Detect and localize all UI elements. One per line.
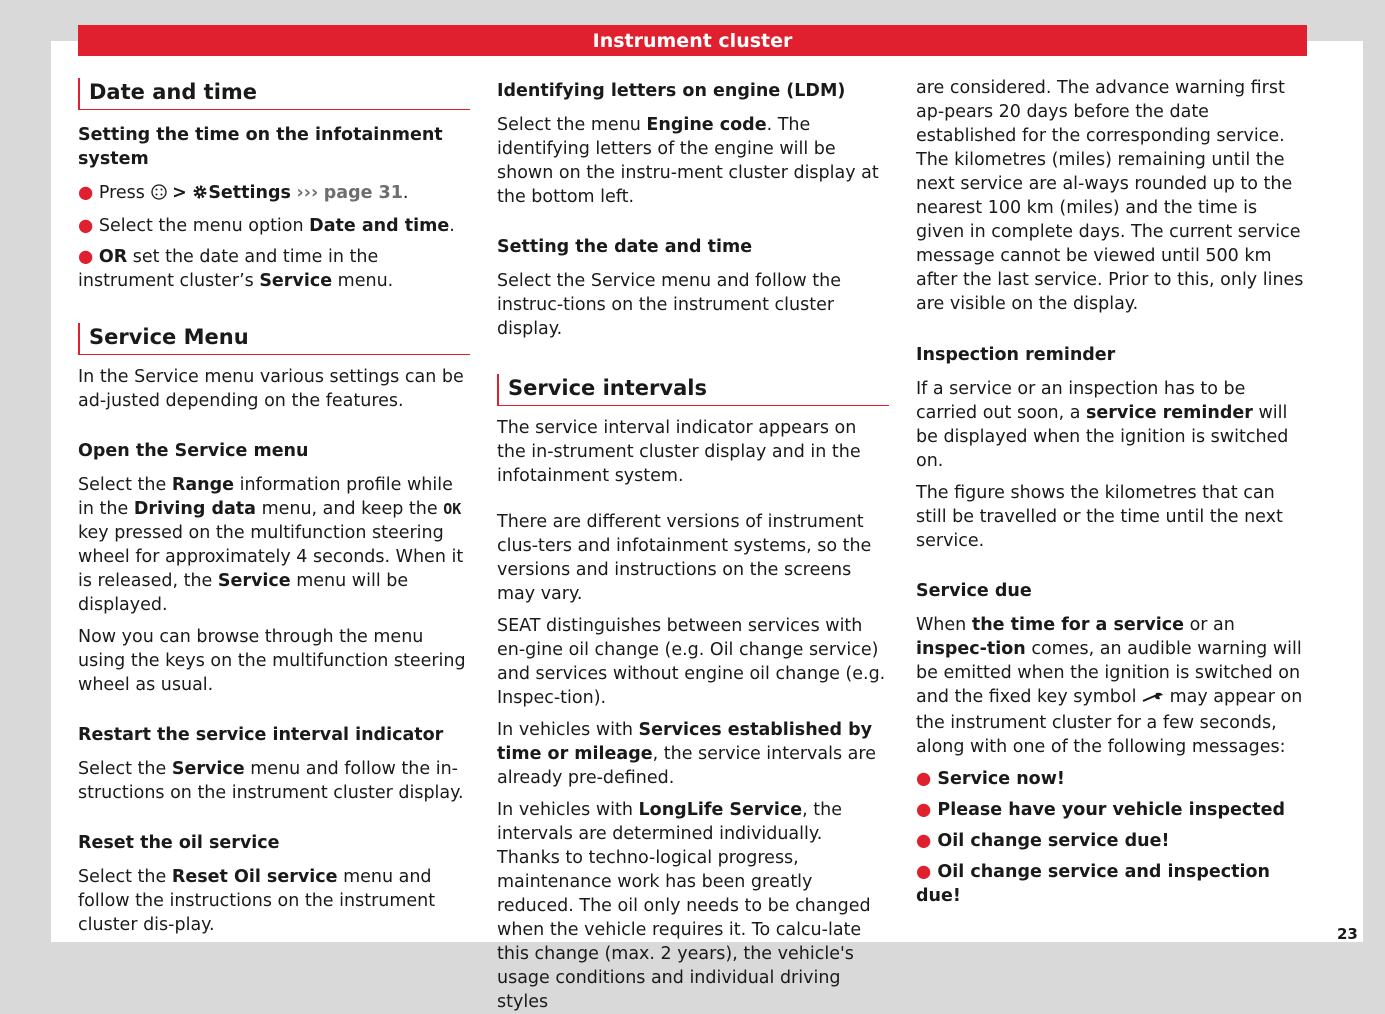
subheading-setting-date: Setting the date and time xyxy=(497,237,753,257)
heading-date-and-time: Date and time xyxy=(78,78,470,110)
subheading-ldm: Identifying letters on engine (LDM) xyxy=(497,81,846,101)
open-service-menu-text: Select the Range information profile while in the Driving data menu, and keep the OK key pressed on the multifunction steering wheel for approximately 4 seconds. When it is released, the Service menu will be displayed. xyxy=(78,475,464,615)
ok-key-icon: OK xyxy=(443,500,462,518)
restart-indicator-text: Select the Service menu and follow the in-structions on the instrument cluster display. xyxy=(78,759,464,803)
column-3 xyxy=(916,76,1308,908)
message-item: ● Service now! xyxy=(916,769,1065,789)
subheading-setting-time: Setting the time on the infotainment system xyxy=(78,125,443,169)
column-1 xyxy=(78,78,470,937)
bullet-dot-icon: ● xyxy=(916,800,932,820)
gear-icon xyxy=(192,183,208,207)
section-banner xyxy=(78,25,1307,56)
browse-menu-text: Now you can browse through the menu using the keys on the multifunction steering wheel as usual. xyxy=(78,627,466,695)
inspection-p2: The figure shows the kilometres that can still be travelled or the time until the next service. xyxy=(916,483,1283,551)
message-item: ● Oil change service and inspection due! xyxy=(916,862,1270,906)
heading-service-menu: Service Menu xyxy=(78,323,470,355)
bullet-dot-icon: ● xyxy=(78,216,94,236)
intervals-p1: The service interval indicator appears on the in-strument cluster display and in the infotainment system. xyxy=(497,418,861,486)
banner-title: Instrument cluster xyxy=(592,29,793,52)
menu-grid-icon xyxy=(151,183,167,207)
bullet-dot-icon: ● xyxy=(916,831,932,851)
subheading-open-service-menu: Open the Service menu xyxy=(78,441,309,461)
subheading-restart-indicator: Restart the service interval indicator xyxy=(78,725,444,745)
bullet-or-service-menu: ● OR set the date and time in the instrument cluster’s Service menu. xyxy=(78,247,394,291)
subheading-reset-oil-service: Reset the oil service xyxy=(78,833,280,853)
settings-label: Settings xyxy=(208,183,291,203)
message-item: ● Please have your vehicle inspected xyxy=(916,800,1285,820)
bullet-select-date-time: ● Select the menu option Date and time. xyxy=(78,216,455,236)
inspection-p1: If a service or an inspection has to be carried out soon, a service reminder will be displayed when the ignition is switched on. xyxy=(916,379,1289,471)
subheading-inspection-reminder: Inspection reminder xyxy=(916,345,1116,365)
intervals-p5: In vehicles with LongLife Service, the intervals are determined individually. Thanks to techno-logical progress, maintenance work has been greatly reduced. The oil only needs to be changed when the vehicle requires it. To calcu-late this change (max. 2 years), the vehicle's usage conditions and individual driving styles xyxy=(497,800,871,1012)
subheading-service-due: Service due xyxy=(916,581,1032,601)
bullet-dot-icon: ● xyxy=(78,183,94,203)
heading-service-intervals: Service intervals xyxy=(497,374,889,406)
bullet-press-settings: ● Press > Settings ››› page 31. xyxy=(78,181,470,207)
bullet-dot-icon: ● xyxy=(916,862,932,882)
intervals-p2: There are different versions of instrument clus-ters and infotainment systems, so the versions and instructions on the screens may vary. xyxy=(497,512,872,604)
message-item: ● Oil change service due! xyxy=(916,831,1170,851)
intervals-p4: In vehicles with Services established by time or mileage, the service intervals are already pre-defined. xyxy=(497,720,876,788)
ldm-text: Select the menu Engine code. The identifying letters of the engine will be shown on the instru-ment cluster display at the bottom left. xyxy=(497,115,879,207)
intervals-p3: SEAT distinguishes between services with en-gine oil change (e.g. Oil change service) and services without engine oil change (e.g. Inspec-tion). xyxy=(497,616,886,708)
service-menu-intro: In the Service menu various settings can be ad-justed depending on the features. xyxy=(78,367,464,411)
setting-date-text: Select the Service menu and follow the instruc-tions on the instrument cluster display. xyxy=(497,271,842,339)
reset-oil-service-text: Select the Reset Oil service menu and follow the instructions on the instrument cluster dis-play. xyxy=(78,867,436,935)
bullet-dot-icon: ● xyxy=(78,247,94,267)
service-due-text: When the time for a service or an inspec-tion comes, an audible warning will be emitted when the ignition is switched on and the fixed key symbol may appear on the instrument cluster for a few seconds, along with one of the following messages: xyxy=(916,615,1303,757)
wrench-icon xyxy=(1142,687,1164,711)
bullet-dot-icon: ● xyxy=(916,769,932,789)
page-number: 23 xyxy=(1337,925,1358,943)
continuation-text: are considered. The advance warning first ap-pears 20 days before the date established for the corresponding service. The kilometres (miles) remaining until the next service are al-ways rounded up to the nearest 100 km (miles) and the time is given in complete days. The current service message cannot be viewed until 500 km after the last service. Prior to this, only lines are visible on the display. xyxy=(916,78,1304,314)
page-31-link[interactable]: page 31 xyxy=(323,183,403,203)
page-reference-arrow: ››› xyxy=(296,183,319,203)
column-2 xyxy=(497,78,889,1014)
